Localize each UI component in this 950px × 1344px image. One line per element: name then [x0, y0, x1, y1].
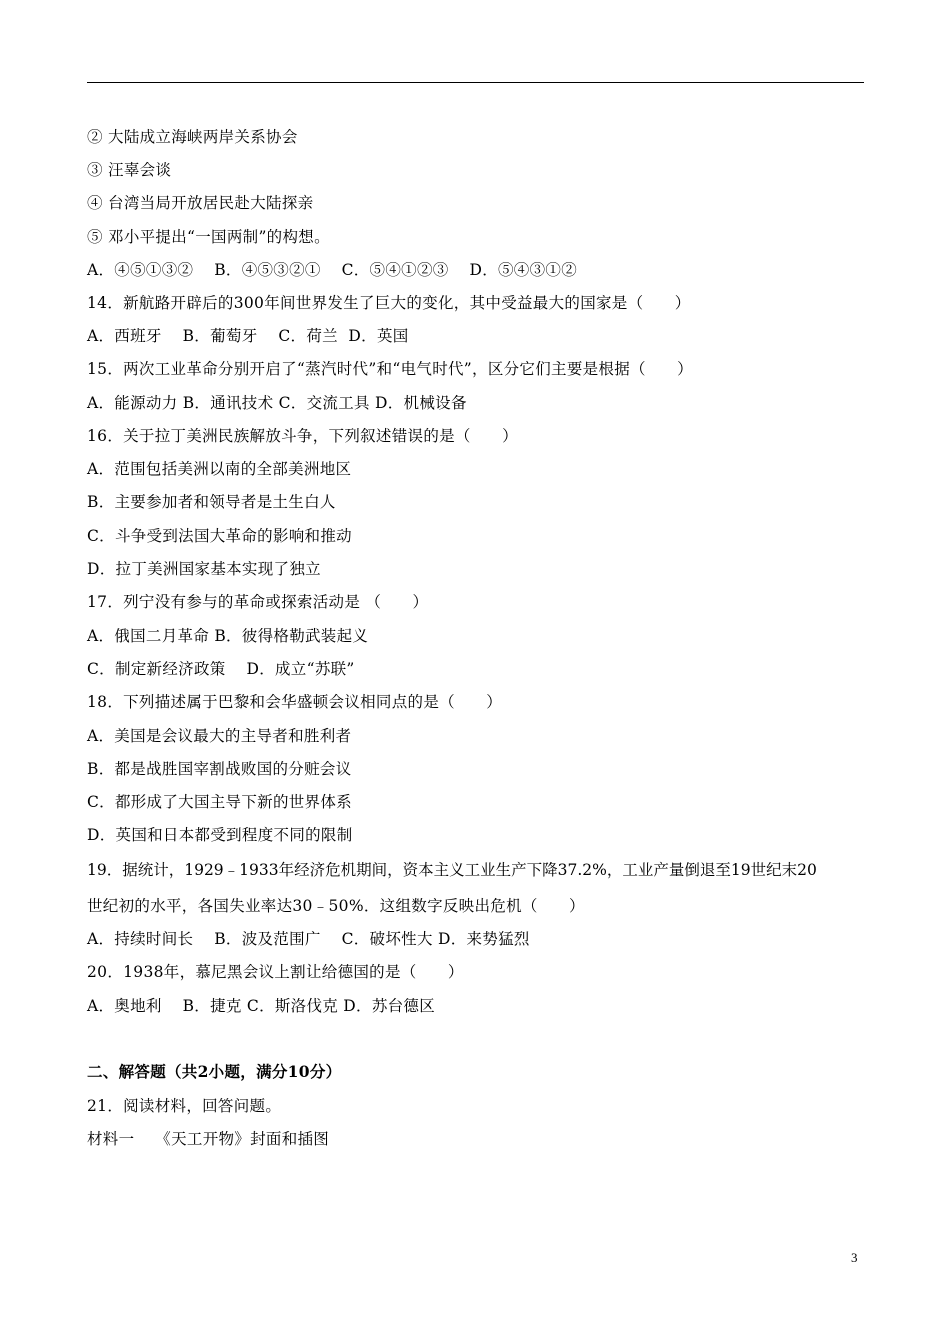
option-item-4: ④ 台湾当局开放居民赴大陆探亲	[87, 194, 314, 212]
q17-choices-ab: A．俄国二月革命 B．彼得格勒武装起义	[87, 627, 369, 645]
q18-choice-a: A．美国是会议最大的主导者和胜利者	[87, 727, 352, 745]
q20-choices: A．奥地利 B．捷克 C．斯洛伐克 D．苏台德区	[87, 997, 436, 1015]
header-rule	[87, 82, 864, 83]
q19-choices: A．持续时间长 B．波及范围广 C．破坏性大 D．来势猛烈	[87, 930, 530, 948]
page-number: 3	[851, 1250, 858, 1265]
q16-choice-c: C．斗争受到法国大革命的影响和推动	[87, 527, 352, 545]
q16-choice-a: A．范围包括美洲以南的全部美洲地区	[87, 460, 352, 478]
q18-stem: 18．下列描述属于巴黎和会华盛顿会议相同点的是（ ）	[87, 693, 503, 711]
q15-choices: A．能源动力 B．通讯技术 C．交流工具 D．机械设备	[87, 394, 467, 412]
q18-choice-d: D．英国和日本都受到程度不同的限制	[87, 826, 353, 844]
q20-stem: 20．1938年，慕尼黑会议上割让给德国的是（ ）	[87, 963, 464, 981]
q14-stem: 14．新航路开辟后的300年间世界发生了巨大的变化，其中受益最大的国家是（ ）	[87, 294, 691, 312]
option-item-2: ② 大陆成立海峡两岸关系协会	[87, 128, 298, 146]
section-heading: 二、解答题（共2小题，满分10分）	[87, 1062, 342, 1081]
q16-choice-b: B．主要参加者和领导者是土生白人	[87, 493, 336, 511]
material-one-caption: 材料一 《天工开物》封面和插图	[87, 1130, 330, 1148]
q17-stem: 17．列宁没有参与的革命或探索活动是 （ ）	[87, 593, 429, 611]
option-item-3: ③ 汪辜会谈	[87, 161, 172, 179]
q19-stem-line1: 19．据统计，1929﹣1933年经济危机期间，资本主义工业生产下降37.2%，工业产量倒退至19世纪末20	[87, 861, 817, 879]
q16-stem: 16．关于拉丁美洲民族解放斗争，下列叙述错误的是（ ）	[87, 427, 518, 445]
q19-stem-line2: 世纪初的水平，各国失业率达30﹣50%．这组数字反映出危机（ ）	[87, 897, 585, 915]
q18-choice-c: C．都形成了大国主导下新的世界体系	[87, 793, 352, 811]
q15-stem: 15．两次工业革命分别开启了“蒸汽时代”和“电气时代”，区分它们主要是根据（ ）	[87, 360, 693, 378]
q16-choice-d: D．拉丁美洲国家基本实现了独立	[87, 560, 321, 578]
q21-stem: 21．阅读材料，回答问题。	[87, 1097, 282, 1115]
option-item-5: ⑤ 邓小平提出“一国两制”的构想。	[87, 228, 330, 246]
q18-choice-b: B．都是战胜国宰割战败国的分赃会议	[87, 760, 352, 778]
q14-choices: A．西班牙 B．葡萄牙 C．荷兰 D．英国	[87, 327, 409, 345]
q17-choices-cd: C．制定新经济政策 D．成立“苏联”	[87, 660, 355, 678]
q13-choices: A．④⑤①③② B．④⑤③②① C．⑤④①②③ D．⑤④③①②	[87, 261, 577, 279]
